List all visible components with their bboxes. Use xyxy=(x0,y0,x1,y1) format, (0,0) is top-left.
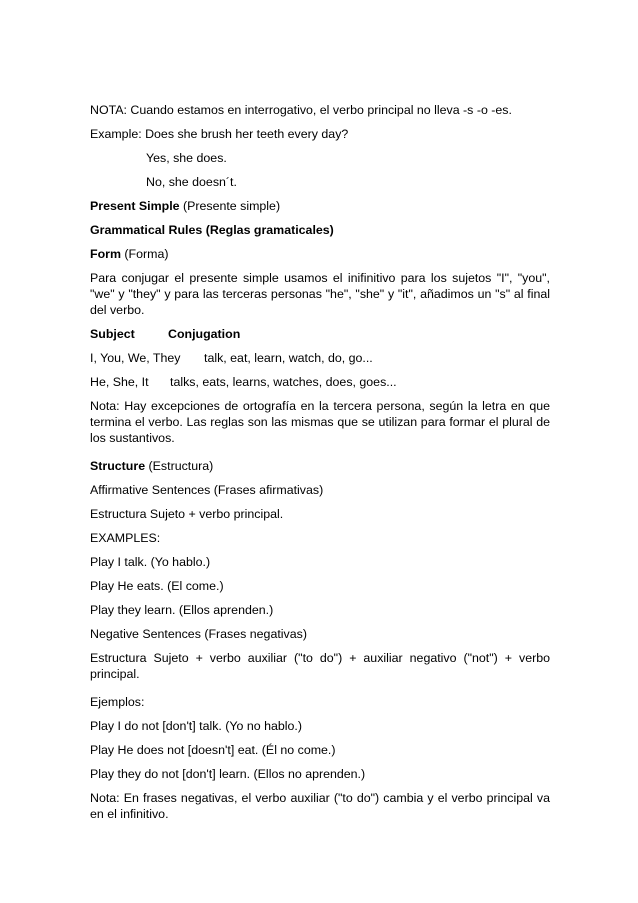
heading-present-simple xyxy=(90,198,550,214)
note-interrogative: NOTA: Cuando estamos en interrogativo, el verbo principal no lleva -s -o -es. xyxy=(90,103,512,117)
heading-form xyxy=(90,246,550,262)
example-answer-yes: Yes, she does. xyxy=(146,151,227,165)
heading-structure-bold: Structure xyxy=(90,459,146,473)
row-conjugation: talk, eat, learn, watch, do, go... xyxy=(204,351,373,365)
affirmative-structure: Estructura Sujeto + verbo principal. xyxy=(90,507,284,521)
affirmative-heading: Affirmative Sentences (Frases afirmativas) xyxy=(90,483,324,497)
note-negative-sentences: Nota: En frases negativas, el verbo auxiliar ("to do") cambia y el verbo principal va en el infinitivo. xyxy=(90,791,550,821)
example-line: Play I talk. (Yo hablo.) xyxy=(90,555,211,569)
row-subject: I, You, We, They xyxy=(90,351,181,365)
heading-form-translation: (Forma) xyxy=(120,247,169,261)
table-row xyxy=(90,374,550,390)
example-line: Play He eats. (El come.) xyxy=(90,579,224,593)
row-conjugation: talks, eats, learns, watches, does, goes... xyxy=(170,375,397,389)
heading-structure xyxy=(90,458,550,474)
conjugation-header: Conjugation xyxy=(168,327,241,341)
heading-present-simple-bold: Present Simple xyxy=(90,199,180,213)
table-header xyxy=(90,326,550,342)
example-line: Play they learn. (Ellos aprenden.) xyxy=(90,603,274,617)
negative-heading: Negative Sentences (Frases negativas) xyxy=(90,627,307,641)
table-row xyxy=(90,350,550,366)
note-spelling-exceptions: Nota: Hay excepciones de ortografía en la tercera persona, según la letra en que termina el verbo. Las reglas son las mismas que se utilizan para formar el plural de los sustantivos. xyxy=(90,399,550,445)
negative-structure: Estructura Sujeto + verbo auxiliar ("to do") + auxiliar negativo ("not") + verbo principal. xyxy=(90,651,550,681)
negative-example-line: Play they do not [don't] learn. (Ellos no aprenden.) xyxy=(90,767,366,781)
negative-example-line: Play He does not [doesn't] eat. (Él no come.) xyxy=(90,743,336,757)
subject-header: Subject xyxy=(90,327,135,341)
negative-example-line: Play I do not [don't] talk. (Yo no hablo.) xyxy=(90,719,302,733)
ejemplos-heading: Ejemplos: xyxy=(90,695,145,709)
paragraph-conjugation-rule: Para conjugar el presente simple usamos el inifinitivo para los sujetos "I", "you", "we" y "they" y para las terceras personas "he", "she" y "it", añadimos un "s" al final del verbo. xyxy=(90,271,550,317)
row-subject: He, She, It xyxy=(90,375,149,389)
examples-heading: EXAMPLES: xyxy=(90,531,161,545)
heading-present-simple-translation: (Presente simple) xyxy=(179,199,281,213)
heading-grammatical-rules xyxy=(90,222,550,238)
heading-grammatical-rules-bold: Grammatical Rules (Reglas gramaticales) xyxy=(90,223,334,237)
example-answer-no: No, she doesn´t. xyxy=(146,175,237,189)
heading-structure-translation: (Estructura) xyxy=(145,459,214,473)
example-question: Example: Does she brush her teeth every day? xyxy=(90,127,349,141)
heading-form-bold: Form xyxy=(90,247,121,261)
